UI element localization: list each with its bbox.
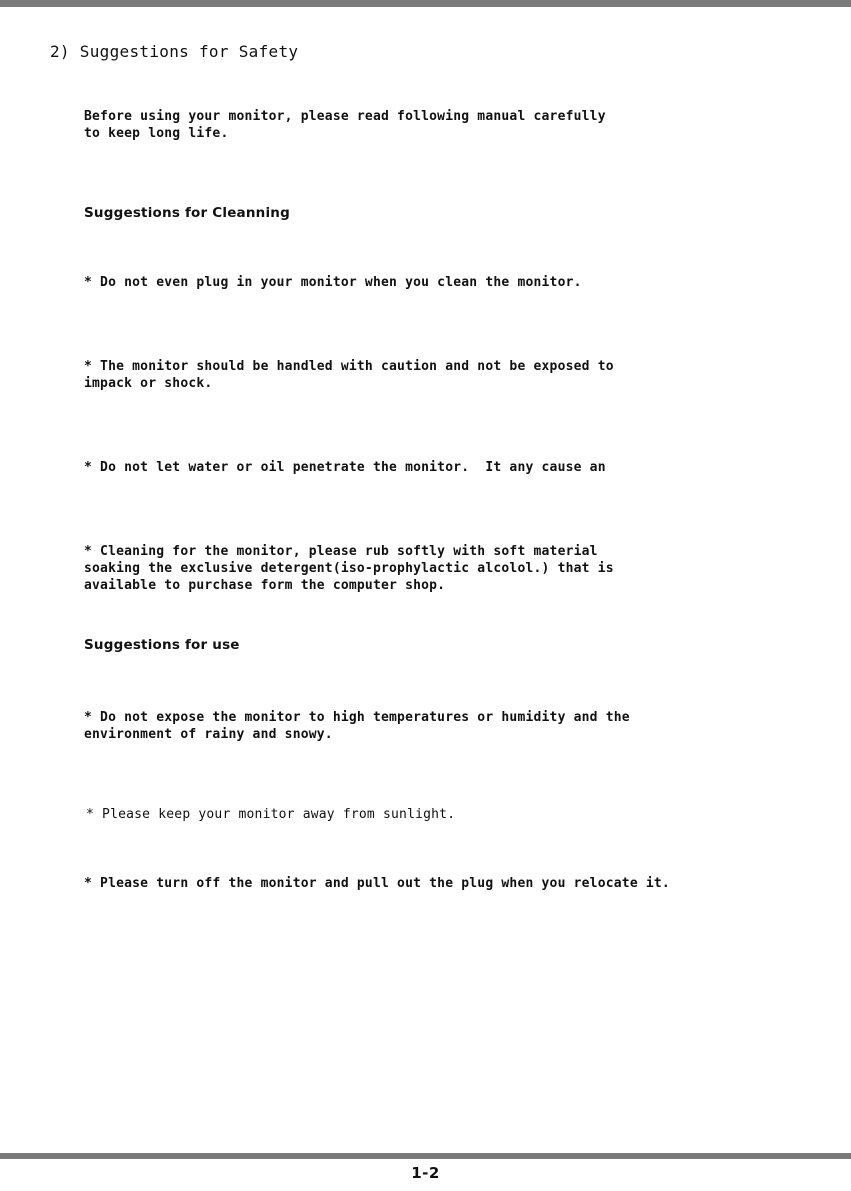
cleaning-item-line: * The monitor should be handled with caution and not be exposed to (84, 359, 614, 374)
use-item-line: * Do not expose the monitor to high temperatures or humidity and the (84, 710, 630, 725)
top-rule (0, 0, 851, 7)
cleaning-item-line: soaking the exclusive detergent(iso-prophylactic alcolol.) that is (84, 561, 614, 576)
use-item-relocate: * Please turn off the monitor and pull out the plug when you relocate it. (84, 876, 670, 891)
page-number: 1-2 (411, 1164, 440, 1182)
cleaning-item-line: impack or shock. (84, 376, 213, 391)
cleaning-item-unplug: * Do not even plug in your monitor when you clean the monitor. (84, 275, 582, 290)
bottom-rule (0, 1153, 851, 1159)
intro-line: Before using your monitor, please read following manual carefully (84, 109, 606, 124)
cleaning-item-line: available to purchase form the computer shop. (84, 578, 446, 593)
use-item-sunlight: * Please keep your monitor away from sunlight. (86, 807, 456, 822)
cleaning-heading: Suggestions for Cleanning (84, 205, 290, 221)
intro-line: to keep long life. (84, 126, 229, 141)
cleaning-item-water: * Do not let water or oil penetrate the monitor. It any cause an (84, 460, 606, 475)
cleaning-item-line: * Cleaning for the monitor, please rub softly with soft material (84, 544, 598, 559)
section-title: 2) Suggestions for Safety (50, 42, 299, 61)
use-heading: Suggestions for use (84, 637, 240, 653)
use-item-line: environment of rainy and snowy. (84, 727, 333, 742)
